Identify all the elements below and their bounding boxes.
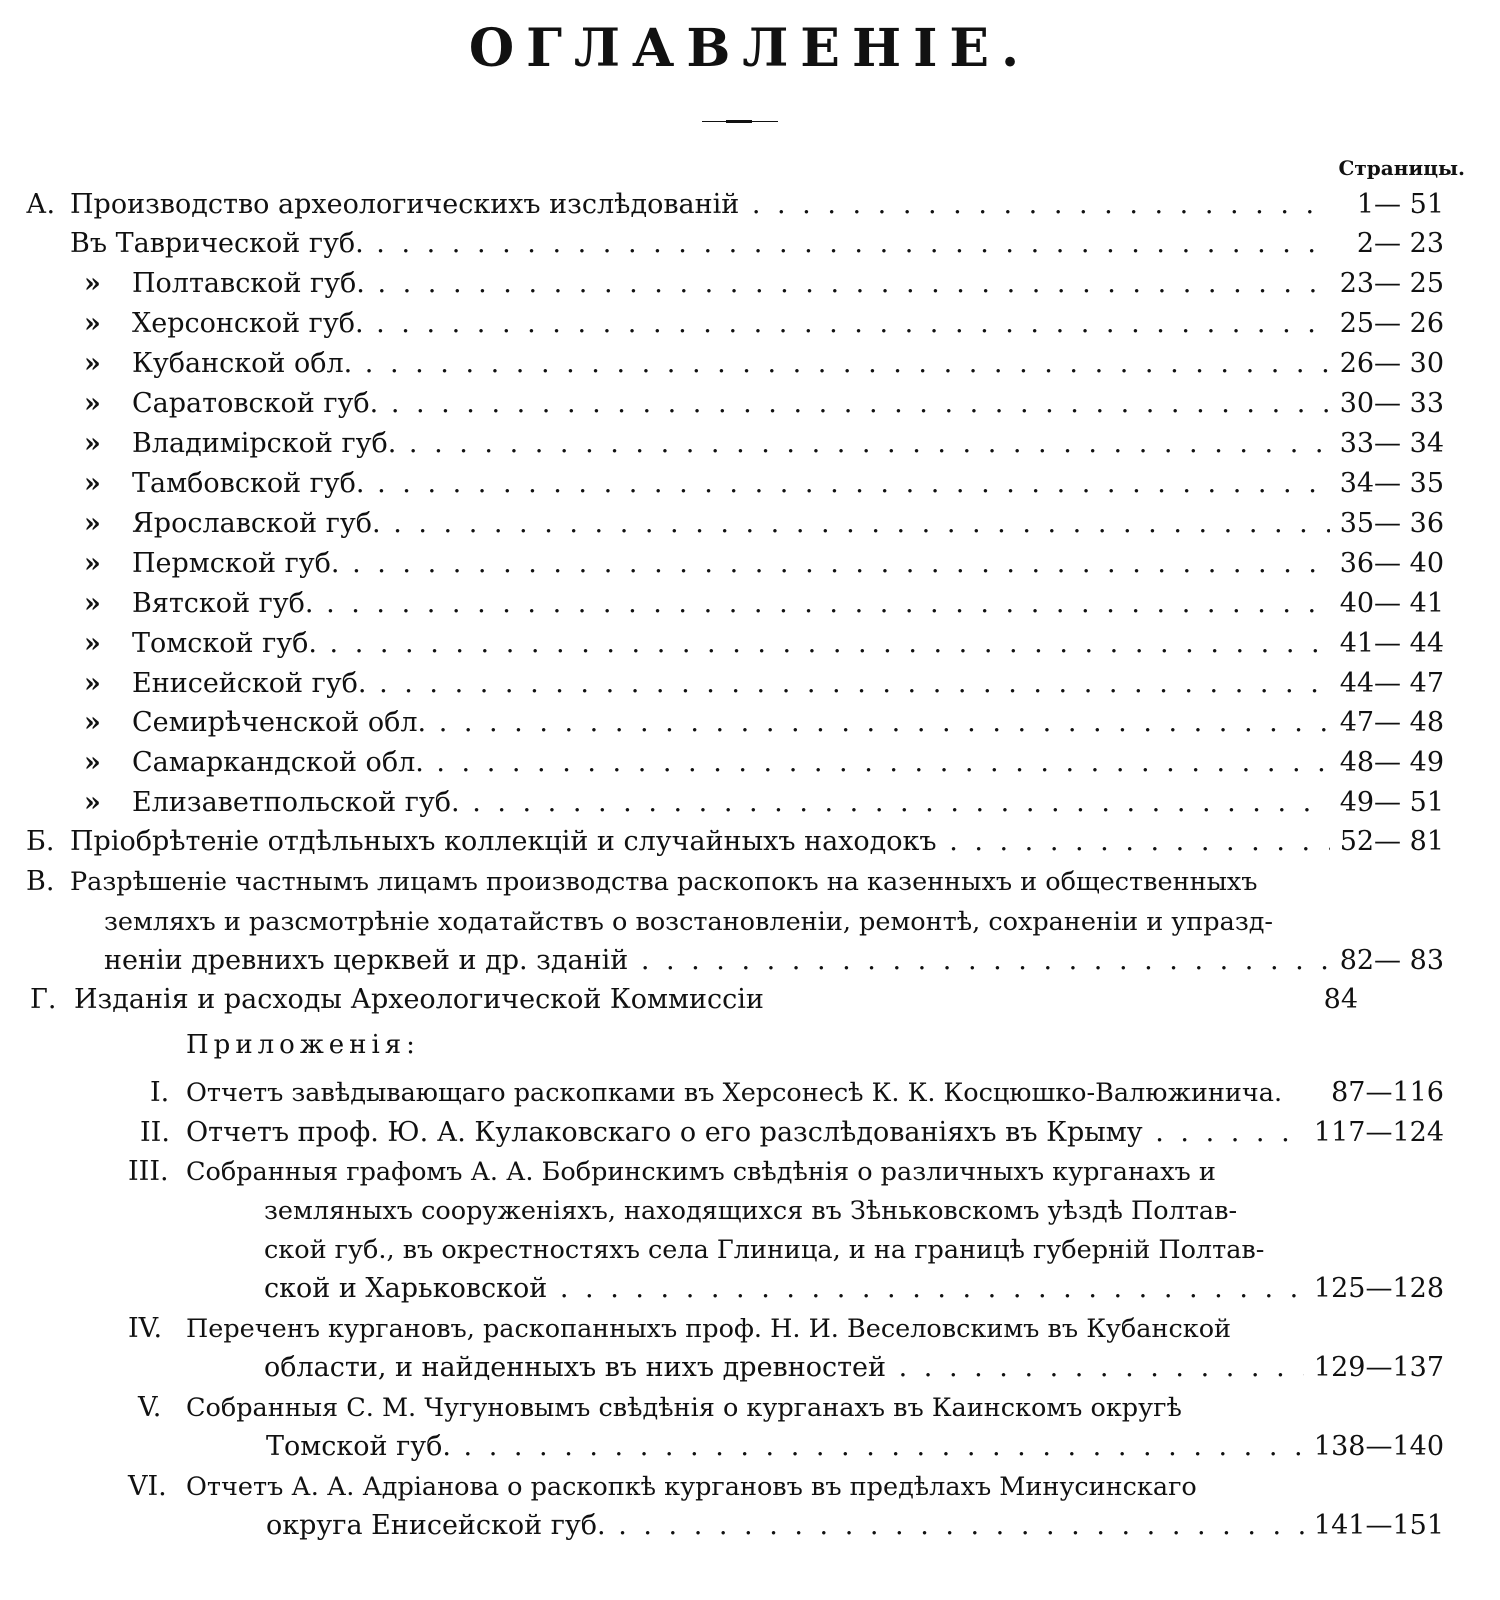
entry-title: Изданія и расходы Археологической Коммиссіи [74, 984, 764, 1015]
entry-title: Самаркандской обл. . . . [132, 746, 1330, 780]
toc-entry [26, 267, 1444, 301]
ditto-mark: » [84, 508, 101, 539]
toc-entry [26, 188, 1444, 222]
entry-label: А. [26, 189, 56, 220]
entry-label: VI. [128, 1471, 167, 1502]
entry-title: Отчетъ проф. Ю. А. Кулаковскаго о его разслѣдованіяхъ въ Крыму . . . [186, 1116, 1304, 1150]
toc-entry [26, 786, 1444, 820]
entry-pages: 34— 35 [1339, 468, 1444, 499]
entry-title: Отчетъ А. А. Адріанова о раскопкѣ кургановъ въ предѣлахъ Минусинскаго [186, 1472, 1197, 1502]
entry-title: Ярославской губ. . . . [132, 507, 1330, 541]
ditto-mark: » [84, 787, 101, 818]
entry-title: Собранныя графомъ А. А. Бобринскимъ свѣдѣнія о различныхъ курганахъ и [186, 1157, 1216, 1187]
toc-entry [26, 547, 1444, 581]
entry-pages: 30— 33 [1339, 388, 1444, 419]
appendix-entry-continuation [26, 1430, 1444, 1464]
toc-entry-continuation [26, 944, 1444, 978]
entry-label: II. [140, 1117, 170, 1148]
toc-entry [26, 983, 1444, 1017]
page-title: ОГЛАВЛЕНІЕ. [468, 18, 1032, 79]
entry-pages: 44— 47 [1339, 668, 1444, 699]
entry-title: Владимірской губ. . . . [132, 427, 1330, 461]
entry-title: Отчетъ завѣдывающаго раскопками въ Херсонесѣ К. К. Косцюшко-Валюжинича. [186, 1078, 1283, 1108]
toc-entry [26, 667, 1444, 701]
entry-pages: 52— 81 [1339, 826, 1444, 857]
entry-pages: 117—124 [1313, 1117, 1444, 1148]
entry-title: ской губ., въ окрестностяхъ села Глиница, и на границѣ губерній Полтав- [264, 1235, 1265, 1265]
entry-pages: 87—116 [1331, 1077, 1444, 1108]
toc-entry [26, 746, 1444, 780]
toc-entry [26, 865, 1444, 899]
ditto-mark: » [84, 668, 101, 699]
ditto-mark: » [84, 388, 101, 419]
ditto-mark: » [84, 747, 101, 778]
entry-pages: 33— 34 [1339, 428, 1444, 459]
entry-title: Пермской губ. . . . [132, 547, 1330, 581]
entry-pages: 40— 41 [1339, 588, 1444, 619]
entry-title: Производство археологическихъ изслѣдованій . . . [70, 188, 1330, 222]
ditto-mark: » [84, 348, 101, 379]
entry-title: Кубанской обл. . . . [132, 347, 1330, 381]
entry-label: В. [26, 866, 55, 897]
entry-label: IV. [128, 1313, 163, 1344]
ditto-mark: » [84, 707, 101, 738]
entry-title: Томской губ. . . . [132, 627, 1330, 661]
ditto-mark: » [84, 268, 101, 299]
entry-title: Въ Таврической губ. . . . [70, 227, 1330, 261]
entry-title: Вятской губ. . . . [132, 587, 1330, 621]
entry-pages: 138—140 [1313, 1431, 1444, 1462]
entry-pages: 25— 26 [1339, 308, 1444, 339]
entry-title: земляныхъ сооруженіяхъ, находящихся въ Зѣньковскомъ уѣздѣ Полтав- [264, 1196, 1238, 1226]
appendix-entry [26, 1076, 1444, 1110]
toc-entry-continuation [26, 905, 1444, 939]
appendix-entry-continuation [26, 1194, 1444, 1228]
entry-pages: 125—128 [1313, 1273, 1444, 1304]
toc-entry [26, 227, 1444, 261]
ditto-mark: » [84, 428, 101, 459]
entry-pages: 49— 51 [1339, 787, 1444, 818]
entry-title: земляхъ и разсмотрѣніе ходатайствъ о возстановленіи, ремонтѣ, сохраненіи и упразд- [104, 907, 1274, 937]
entry-title: Енисейской губ. . . . [132, 667, 1330, 701]
entry-title: Собранныя С. М. Чугуновымъ свѣдѣнія о курганахъ въ Каинскомъ округѣ [186, 1393, 1182, 1423]
entry-title: области, и найденныхъ въ нихъ древностей . . . [264, 1351, 1304, 1385]
appendix-entry [26, 1116, 1444, 1150]
appendix-entry-continuation [26, 1351, 1444, 1385]
entry-title: Семирѣченской обл. . . . [132, 706, 1330, 740]
appendix-entry [26, 1391, 1444, 1425]
toc-entry [26, 825, 1444, 859]
appendix-entry-continuation [26, 1233, 1444, 1267]
entry-pages: 26— 30 [1339, 348, 1444, 379]
entry-title: Елизаветпольской губ. . . . [132, 786, 1330, 820]
toc-entry [26, 706, 1444, 740]
ditto-mark: » [84, 628, 101, 659]
entry-label: V. [138, 1392, 162, 1423]
toc-entry [26, 387, 1444, 421]
entry-label: I. [150, 1077, 170, 1108]
ditto-mark: » [84, 588, 101, 619]
entry-pages: 1— 51 [1356, 189, 1444, 220]
entry-pages: 23— 25 [1339, 268, 1444, 299]
entry-pages: 36— 40 [1339, 548, 1444, 579]
entry-title: Саратовской губ. . . . [132, 387, 1330, 421]
entry-pages: 129—137 [1313, 1352, 1444, 1383]
entry-pages: 41— 44 [1339, 628, 1444, 659]
entry-title: неніи древнихъ церквей и др. зданій . . . [104, 944, 1330, 978]
entry-title: Переченъ кургановъ, раскопанныхъ проф. Н. И. Веселовскимъ въ Кубанской [186, 1314, 1232, 1344]
entry-pages: 48— 49 [1339, 747, 1444, 778]
entry-pages: 82— 83 [1339, 945, 1444, 976]
appendix-entry [26, 1470, 1444, 1504]
appendix-entry-continuation [26, 1272, 1444, 1306]
ditto-mark: » [84, 308, 101, 339]
appendices-heading: Приложенія: [186, 1030, 420, 1060]
entry-title: Тамбовской губ. . . . [132, 467, 1330, 501]
entry-label: Б. [26, 826, 55, 857]
entry-title: Херсонской губ. . . . [132, 307, 1330, 341]
ditto-mark: » [84, 548, 101, 579]
entry-pages: 84 [1323, 984, 1358, 1015]
entry-pages: 2— 23 [1356, 228, 1444, 259]
toc-entry [26, 627, 1444, 661]
entry-pages: 35— 36 [1339, 508, 1444, 539]
entry-title: Разрѣшеніе частнымъ лицамъ производства раскопокъ на казенныхъ и общественныхъ [70, 867, 1258, 897]
entry-title: округа Енисейской губ. . . . [266, 1509, 1304, 1543]
entry-title: ской и Харьковской . . . [264, 1272, 1304, 1306]
appendix-entry [26, 1155, 1444, 1189]
toc-entry [26, 307, 1444, 341]
entry-title: Пріобрѣтеніе отдѣльныхъ коллекцій и случайныхъ находокъ . . . [70, 825, 1330, 859]
toc-entry [26, 347, 1444, 381]
toc-entry [26, 467, 1444, 501]
toc-entry [26, 427, 1444, 461]
appendix-entry-continuation [26, 1509, 1444, 1543]
entry-title: Томской губ. . . . [266, 1430, 1304, 1464]
toc-entry [26, 507, 1444, 541]
ditto-mark: » [84, 468, 101, 499]
entry-pages: 47— 48 [1339, 707, 1444, 738]
title-ornament-rule [702, 120, 778, 123]
entry-pages: 141—151 [1313, 1510, 1444, 1541]
toc-entry [26, 587, 1444, 621]
entry-label: III. [128, 1156, 169, 1187]
entry-title: Полтавской губ. . . . [132, 267, 1330, 301]
entry-label: Г. [30, 984, 57, 1015]
appendix-entry [26, 1312, 1444, 1346]
pages-column-header: Страницы. [1338, 156, 1465, 180]
